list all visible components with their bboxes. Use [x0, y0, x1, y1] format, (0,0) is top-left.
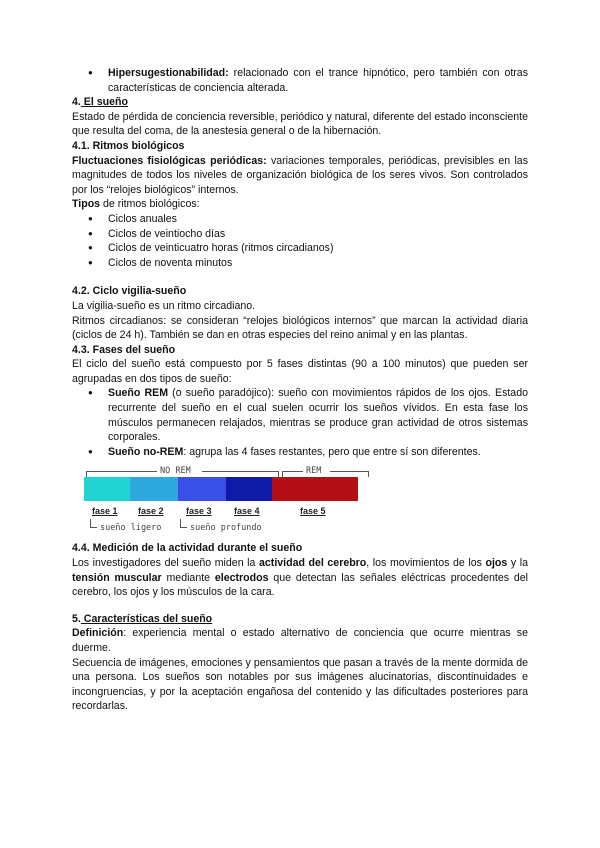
fases-list [72, 386, 528, 459]
list-item: ● Ciclos de veinticuatro horas (ritmos circadianos) [72, 241, 528, 256]
rem-label: REM [306, 466, 322, 477]
no-rem-label: NO REM [160, 466, 191, 477]
sleep-phases-figure [84, 461, 374, 537]
heading-sec4: 4. El sueño [72, 96, 128, 109]
phase-1-bar [84, 477, 130, 501]
intro-list [72, 66, 528, 95]
heading-sec5: 5. Características del sueño [72, 612, 213, 625]
list-item: ● Ciclos de noventa minutos [72, 256, 528, 271]
heading-sec44: 4.4. Medición de la actividad durante el sueño [72, 542, 303, 555]
deep-sleep-label: sueño profundo [190, 523, 262, 534]
heading-sec41: 4.1. Ritmos biológicos [72, 139, 185, 152]
phase-1-label: fase 1 [92, 506, 118, 517]
phase-3-bar [178, 477, 226, 501]
ritmos-list [72, 212, 528, 270]
phase-4-bar [226, 477, 272, 501]
term-hipersugestionabilidad: Hipersugestionabilidad: [108, 67, 229, 79]
paragraph-tipos: Tipos de ritmos biológicos: [72, 198, 200, 211]
paragraph-definicion: Definición: experiencia mental o estado alternativo de conciencia que ocurre mientras se duerme. [72, 627, 528, 654]
deep-sleep-bracket [180, 519, 187, 528]
heading-sec42: 4.2. Ciclo vigilia-sueño [72, 285, 187, 298]
list-item: ● Sueño no-REM: agrupa las 4 fases restantes, pero que entre sí son diferentes. [72, 445, 528, 460]
paragraph-medicion: Los investigadores del sueño miden la actividad del cerebro, los movimientos de los ojos y la tensión muscular mediante electrodos que detectan las señales eléctricas procedentes del cerebro, los ojos y los músculos de la cara. [72, 557, 528, 599]
list-item: ● Hipersugestionabilidad: relacionado con el trance hipnótico, pero también con otras características de conciencia alterada. [72, 66, 528, 95]
paragraph-sec4: Estado de pérdida de conciencia reversible, periódico y natural, diferente del estado inconsciente que resulta del coma, de la anestesia general o de la hibernación. [72, 110, 528, 138]
phase-5-bar [272, 477, 358, 501]
paragraph-vigilia: La vigilia-sueño es un ritmo circadiano. [72, 299, 256, 312]
list-item: ● Ciclos de veintiocho días [72, 227, 528, 242]
heading-sec43: 4.3. Fases del sueño [72, 343, 176, 356]
light-sleep-bracket [90, 519, 97, 528]
list-item: ● Sueño REM (o sueño paradójico): sueño con movimientos rápidos de los ojos. Estado recurrente del sueño en el cual suelen ocurrir los sueños vívidos. En esta fase los músculos permanecen relajados, mientras se produce gran actividad de otros sistemas corporales. [72, 386, 528, 444]
paragraph-circadianos: Ritmos circadianos: se consideran “relojes biológicos internos” que marcan la actividad diaria (ciclos de 24 h). También se dan en otras especies del reino animal y en las plantas. [72, 314, 528, 342]
paragraph-fluctuaciones: Fluctuaciones fisiológicas periódicas: variaciones temporales, periódicas, previsibles en las magnitudes de todos los niveles de organización biológica de los seres vivos. Son controlados por los “relojes biológicos” internos. [72, 154, 528, 196]
list-item: ● Ciclos anuales [72, 212, 528, 227]
document-page [72, 66, 528, 714]
phase-4-label: fase 4 [234, 506, 260, 517]
phase-2-bar [130, 477, 178, 501]
phase-3-label: fase 3 [186, 506, 212, 517]
phase-5-label: fase 5 [300, 506, 326, 517]
phase-2-label: fase 2 [138, 506, 164, 517]
paragraph-fases: El ciclo del sueño está compuesto por 5 fases distintas (90 a 100 minutos) que pueden ser agrupadas en dos tipos de sueño: [72, 358, 528, 385]
paragraph-secuencia: Secuencia de imágenes, emociones y pensamientos que pasan a través de la mente dormida de una persona. Los sueños son notables por sus imágenes alucinatorias, discontinuidades e incongruencias, y por la aceptación engañosa del contenido y las dificultades posteriores para recordarlas. [72, 656, 528, 713]
light-sleep-label: sueño ligero [100, 523, 162, 534]
